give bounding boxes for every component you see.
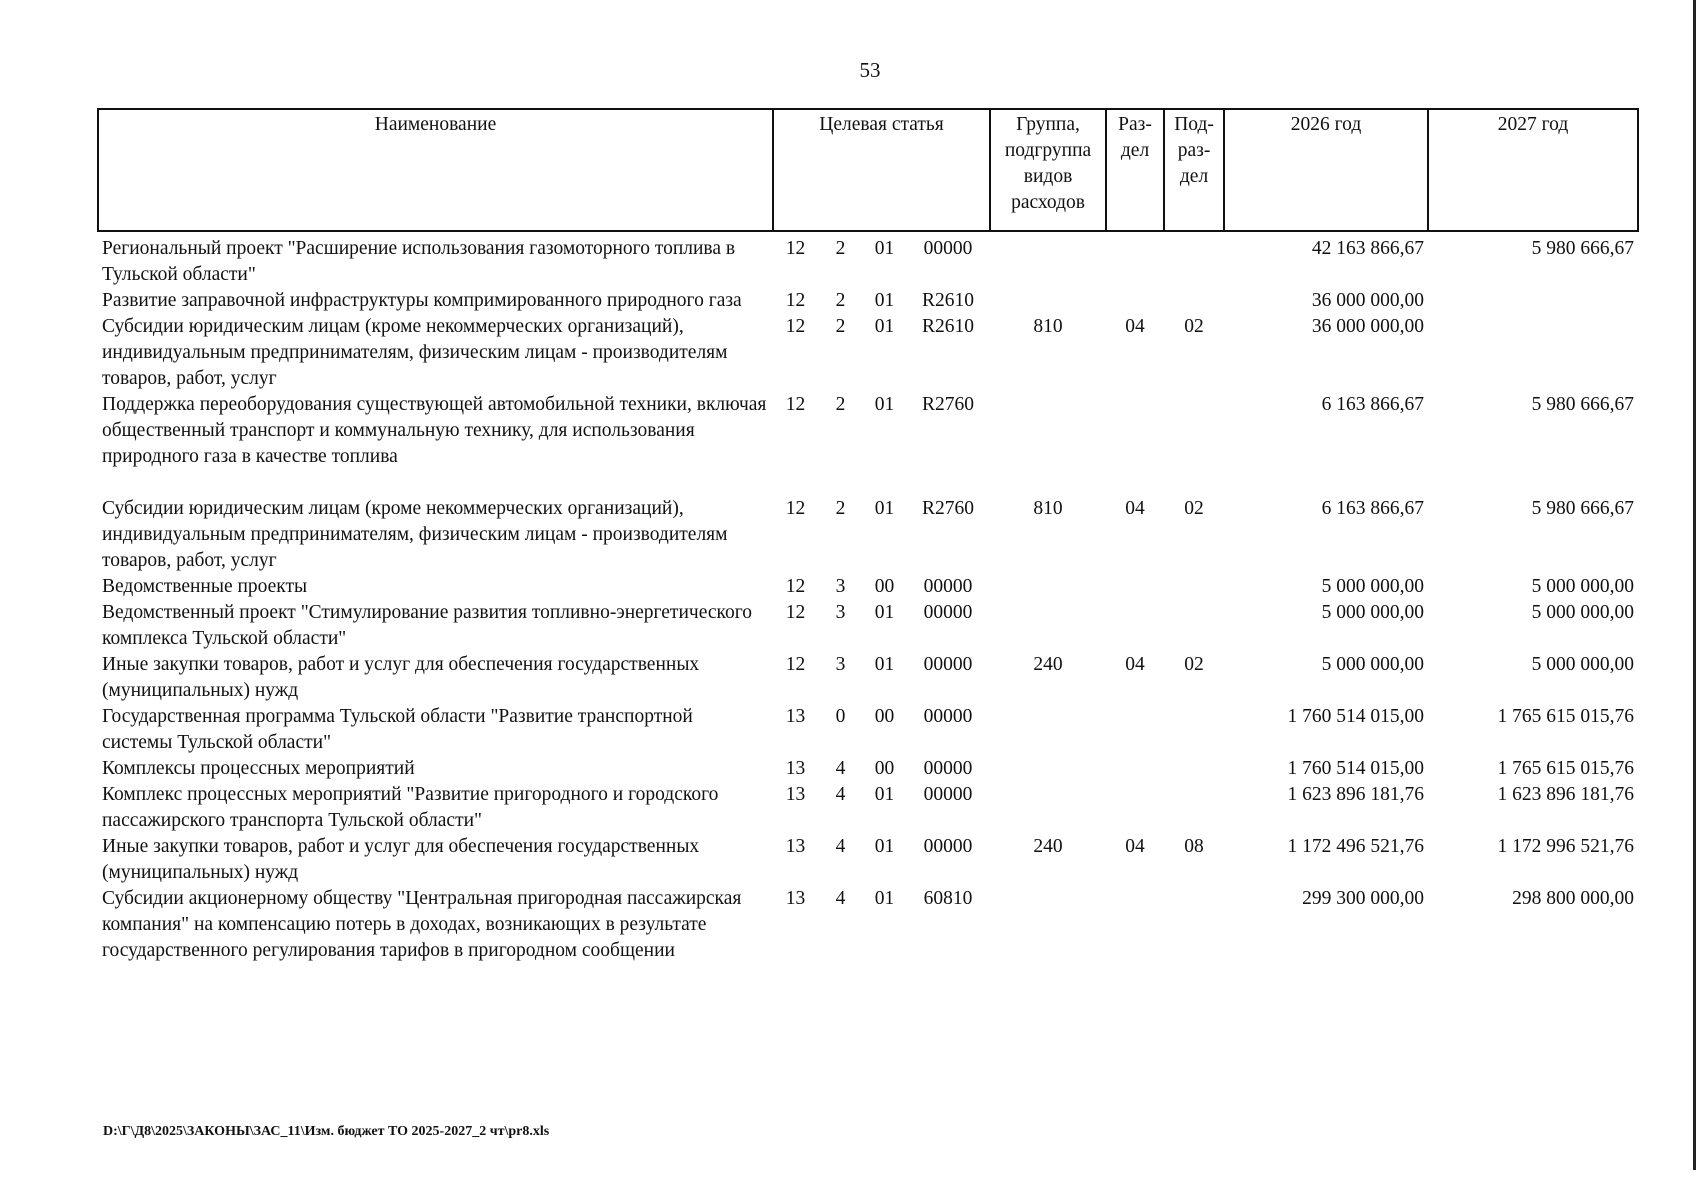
table-body — [98, 231, 1638, 964]
row-name: Субсидии юридическим лицам (кроме некоммерческих организаций), индивидуальным предпринимателям, физическим лицам - производителям товаров, работ, услуг — [102, 316, 728, 389]
expense-group — [990, 392, 1106, 496]
target-article-item: 01 — [874, 394, 895, 415]
subsection-code — [1164, 288, 1224, 314]
target-article-item: 00 — [874, 758, 895, 779]
expense-group — [990, 782, 1106, 834]
header-year-2027: 2027 год — [1428, 109, 1638, 231]
target-article-subprogram: 4 — [835, 888, 846, 909]
section-code — [1106, 392, 1164, 496]
amount-2027: 298 800 000,00 — [1512, 888, 1635, 909]
target-article-program: 12 — [785, 290, 806, 311]
target-article-program: 12 — [785, 394, 806, 415]
target-article-direction: 00000 — [923, 238, 973, 259]
amount-2026: 1 172 496 521,76 — [1287, 836, 1425, 857]
target-article-item: 01 — [874, 888, 895, 909]
amount-2026: 42 163 866,67 — [1311, 238, 1425, 259]
subsection-code: 02 — [1184, 316, 1204, 337]
amount-2026: 1 760 514 015,00 — [1287, 758, 1425, 779]
amount-2027: 5 000 000,00 — [1531, 654, 1635, 675]
expense-group: 810 — [1033, 498, 1063, 519]
header-expense-group: Группа, подгруппа видов расходов — [990, 109, 1106, 231]
amount-2027 — [1428, 288, 1638, 314]
subsection-code — [1164, 574, 1224, 600]
table-row — [98, 496, 1638, 574]
expense-group — [990, 886, 1106, 964]
table-row — [98, 834, 1638, 886]
table-row — [98, 704, 1638, 756]
target-article-subprogram: 4 — [835, 758, 846, 779]
table-row — [98, 756, 1638, 782]
file-path-footer: D:\Г\Д8\2025\ЗАКОНЫ\ЗАС_11\Изм. бюджет ТО 2025-2027_2 чт\pr8.xls — [103, 1124, 550, 1139]
section-code — [1106, 288, 1164, 314]
target-article-program: 12 — [785, 316, 806, 337]
section-code — [1106, 782, 1164, 834]
header-section: Раз-дел — [1106, 109, 1164, 231]
table-row — [98, 314, 1638, 392]
target-article-direction: R2760 — [922, 498, 975, 519]
target-article-subprogram: 4 — [835, 784, 846, 805]
table-row — [98, 288, 1638, 314]
amount-2027: 5 000 000,00 — [1531, 602, 1635, 623]
page-edge-shadow — [1693, 0, 1696, 1170]
amount-2026: 36 000 000,00 — [1311, 316, 1425, 337]
target-article-subprogram: 3 — [835, 576, 846, 597]
section-code: 04 — [1125, 654, 1145, 675]
target-article-program: 13 — [785, 706, 806, 727]
target-article-program: 13 — [785, 784, 806, 805]
target-article-direction: 00000 — [923, 758, 973, 779]
page-number: 53 — [859, 58, 881, 82]
row-name: Комплексы процессных мероприятий — [102, 758, 415, 779]
target-article-item: 01 — [874, 498, 895, 519]
row-name: Субсидии акционерному обществу "Центральная пригородная пассажирская компания" на компенсацию потерь в доходах, возникающих в результате государственного регулирования тарифов в пригородном сообщении — [102, 888, 742, 961]
amount-2026: 6 163 866,67 — [1321, 394, 1425, 415]
expense-group — [990, 756, 1106, 782]
target-article-item: 01 — [874, 238, 895, 259]
target-article-program: 13 — [785, 836, 806, 857]
row-name: Поддержка переоборудования существующей автомобильной техники, включая общественный транспорт и коммунальную технику, для использования природного газа в качестве топлива — [102, 394, 767, 467]
expense-group: 240 — [1033, 654, 1063, 675]
amount-2027: 1 765 615 015,76 — [1497, 758, 1635, 779]
target-article-direction: 00000 — [923, 576, 973, 597]
subsection-code — [1164, 782, 1224, 834]
row-name: Региональный проект "Расширение использования газомоторного топлива в Тульской области" — [102, 238, 736, 285]
target-article-subprogram: 2 — [835, 316, 846, 337]
amount-2026: 5 000 000,00 — [1321, 576, 1425, 597]
target-article-item: 01 — [874, 290, 895, 311]
amount-2026: 6 163 866,67 — [1321, 498, 1425, 519]
expense-group — [990, 600, 1106, 652]
header-target-article: Целевая статья — [773, 109, 990, 231]
section-code — [1106, 886, 1164, 964]
target-article-item: 01 — [874, 602, 895, 623]
table-row — [98, 231, 1638, 288]
row-name: Ведомственные проекты — [102, 576, 308, 597]
target-article-subprogram: 2 — [835, 290, 846, 311]
amount-2026: 36 000 000,00 — [1311, 290, 1425, 311]
table-row — [98, 652, 1638, 704]
subsection-code — [1164, 704, 1224, 756]
target-article-direction: 00000 — [923, 706, 973, 727]
target-article-subprogram: 2 — [835, 498, 846, 519]
amount-2026: 299 300 000,00 — [1302, 888, 1425, 909]
amount-2026: 1 760 514 015,00 — [1287, 706, 1425, 727]
target-article-direction: 00000 — [923, 602, 973, 623]
target-article-direction: 60810 — [923, 888, 973, 909]
row-name: Иные закупки товаров, работ и услуг для обеспечения государственных (муниципальных) нужд — [102, 654, 700, 701]
subsection-code — [1164, 231, 1224, 288]
target-article-direction: R2610 — [922, 290, 975, 311]
table-row — [98, 392, 1638, 496]
amount-2027: 5 980 666,67 — [1531, 498, 1635, 519]
target-article-program: 13 — [785, 758, 806, 779]
header-name: Наименование — [98, 109, 773, 231]
target-article-direction: 00000 — [923, 836, 973, 857]
row-name: Ведомственный проект "Стимулирование развития топливно-энергетического комплекса Тульской области" — [102, 602, 752, 649]
target-article-item: 01 — [874, 654, 895, 675]
target-article-item: 00 — [874, 576, 895, 597]
expense-group: 810 — [1033, 316, 1063, 337]
subsection-code — [1164, 756, 1224, 782]
amount-2026: 1 623 896 181,76 — [1287, 784, 1425, 805]
table-row — [98, 600, 1638, 652]
expense-group — [990, 231, 1106, 288]
amount-2027: 1 623 896 181,76 — [1497, 784, 1635, 805]
target-article-subprogram: 2 — [835, 238, 846, 259]
section-code — [1106, 704, 1164, 756]
section-code — [1106, 756, 1164, 782]
expense-group — [990, 704, 1106, 756]
target-article-direction: 00000 — [923, 654, 973, 675]
expense-group: 240 — [1033, 836, 1063, 857]
table-header-row — [98, 109, 1638, 231]
target-article-item: 00 — [874, 706, 895, 727]
row-name: Комплекс процессных мероприятий "Развитие пригородного и городского пассажирского транспорта Тульской области" — [102, 784, 719, 831]
target-article-subprogram: 4 — [835, 836, 846, 857]
subsection-code — [1164, 886, 1224, 964]
target-article-program: 12 — [785, 602, 806, 623]
target-article-subprogram: 2 — [835, 394, 846, 415]
amount-2027: 1 172 996 521,76 — [1497, 836, 1635, 857]
target-article-program: 12 — [785, 238, 806, 259]
target-article-item: 01 — [874, 784, 895, 805]
table-row — [98, 782, 1638, 834]
row-name: Иные закупки товаров, работ и услуг для обеспечения государственных (муниципальных) нужд — [102, 836, 700, 883]
amount-2027: 5 980 666,67 — [1531, 394, 1635, 415]
row-name: Государственная программа Тульской области "Развитие транспортной системы Тульской области" — [102, 706, 693, 753]
target-article-item: 01 — [874, 836, 895, 857]
budget-table — [97, 108, 1639, 964]
expense-group — [990, 288, 1106, 314]
header-subsection: Под-раз-дел — [1164, 109, 1224, 231]
target-article-program: 12 — [785, 654, 806, 675]
target-article-subprogram: 0 — [835, 706, 846, 727]
row-name: Субсидии юридическим лицам (кроме некоммерческих организаций), индивидуальным предпринимателям, физическим лицам - производителям товаров, работ, услуг — [102, 498, 728, 571]
table-row — [98, 574, 1638, 600]
amount-2026: 5 000 000,00 — [1321, 654, 1425, 675]
target-article-subprogram: 3 — [835, 654, 846, 675]
target-article-program: 12 — [785, 576, 806, 597]
subsection-code — [1164, 600, 1224, 652]
target-article-direction: R2760 — [922, 394, 975, 415]
expense-group — [990, 574, 1106, 600]
section-code: 04 — [1125, 836, 1145, 857]
row-name: Развитие заправочной инфраструктуры компримированного природного газа — [102, 290, 742, 311]
amount-2027: 5 000 000,00 — [1531, 576, 1635, 597]
header-year-2026: 2026 год — [1224, 109, 1428, 231]
amount-2027: 1 765 615 015,76 — [1497, 706, 1635, 727]
section-code: 04 — [1125, 316, 1145, 337]
subsection-code: 02 — [1184, 654, 1204, 675]
target-article-direction: R2610 — [922, 316, 975, 337]
target-article-subprogram: 3 — [835, 602, 846, 623]
target-article-program: 12 — [785, 498, 806, 519]
subsection-code: 08 — [1184, 836, 1204, 857]
section-code: 04 — [1125, 498, 1145, 519]
section-code — [1106, 574, 1164, 600]
amount-2026: 5 000 000,00 — [1321, 602, 1425, 623]
target-article-program: 13 — [785, 888, 806, 909]
amount-2027 — [1428, 314, 1638, 392]
subsection-code: 02 — [1184, 498, 1204, 519]
section-code — [1106, 231, 1164, 288]
target-article-item: 01 — [874, 316, 895, 337]
section-code — [1106, 600, 1164, 652]
amount-2027: 5 980 666,67 — [1531, 238, 1635, 259]
target-article-direction: 00000 — [923, 784, 973, 805]
table-row — [98, 886, 1638, 964]
subsection-code — [1164, 392, 1224, 496]
